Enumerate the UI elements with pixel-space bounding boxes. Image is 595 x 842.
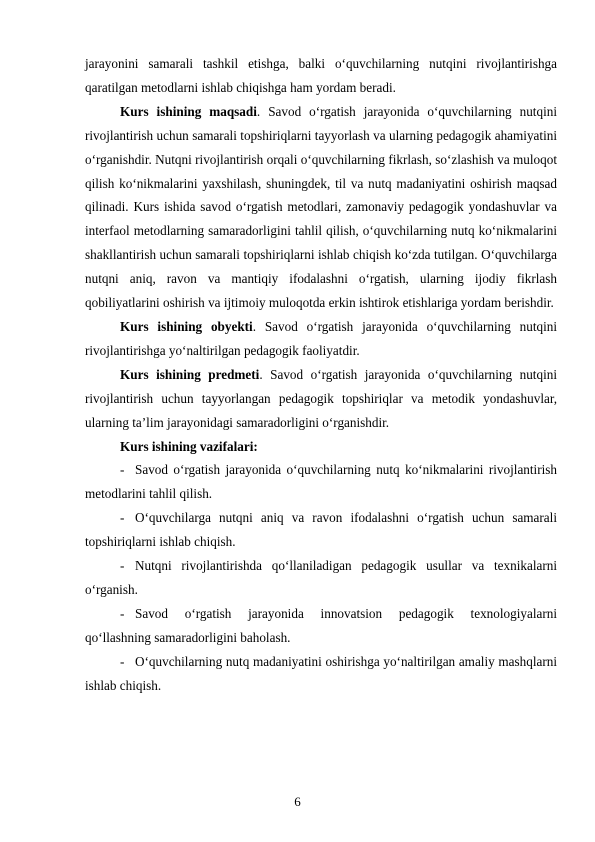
list-item bbox=[85, 650, 557, 698]
list-item bbox=[85, 554, 557, 602]
paragraph-purpose bbox=[85, 100, 557, 315]
list-item bbox=[85, 506, 557, 554]
subject-label: Kurs ishining predmeti bbox=[120, 366, 260, 382]
paragraph-object bbox=[85, 315, 557, 363]
purpose-label: Kurs ishining maqsadi bbox=[120, 103, 257, 119]
dash-bullet: - bbox=[120, 653, 125, 669]
list-item-text: Savod o‘rgatish jarayonida innovatsion pedagogik texnologiyalarni qo‘llashning samaradorligini baholash. bbox=[85, 605, 557, 645]
dash-bullet: - bbox=[120, 462, 125, 478]
list-item bbox=[85, 458, 557, 506]
page-number: 6 bbox=[294, 794, 301, 809]
object-text: . Savod o‘rgatish jarayonida o‘quvchilarning nutqini rivojlantirishga yo‘naltirilgan pedagogik faoliyatdir. bbox=[85, 318, 557, 358]
paragraph-subject bbox=[85, 363, 557, 435]
dash-bullet: - bbox=[120, 558, 125, 574]
document-body bbox=[85, 52, 557, 697]
list-item-text: O‘quvchilarning nutq madaniyatini oshirishga yo‘naltirilgan amaliy mashqlarni ishlab chiqish. bbox=[85, 653, 557, 693]
object-label: Kurs ishining obyekti bbox=[120, 318, 253, 334]
dash-bullet: - bbox=[120, 510, 125, 526]
list-item-text: Savod o‘rgatish jarayonida o‘quvchilarning nutq ko‘nikmalarini rivojlantirish metodlarini tahlil qilish. bbox=[85, 462, 557, 502]
dash-bullet: - bbox=[120, 605, 125, 621]
paragraph-intro: jarayonini samarali tashkil etishga, balki o‘quvchilarning nutqini rivojlantirishga qaratilgan metodlarni ishlab chiqishga ham yordam beradi. bbox=[85, 56, 557, 95]
purpose-text: . Savod o‘rgatish jarayonida o‘quvchilarning nutqini rivojlantirish uchun samarali topshiriqlarni tayyorlash va ularning pedagogik ahamiyatini o‘rganishdir. Nutqni rivojlantirish orqali o‘quvchilarning fikrlash, so‘zlashish va muloqot qilish ko‘nikmalarini yaxshilash, shuningdek, til va nutq madaniyatini oshirish maqsad qilinadi. Kurs ishida savod o‘rgatish metodlari, zamonaviy pedagogik yondashuvlar va interfaol metodlarning samaradorligini tahlil qilish, o‘quvchilarning nutq ko‘nikmalarini shakllantirish uchun samarali topshiriqlarni ishlab chiqish ko‘zda tutilgan. O‘quvchilarga nutqni aniq, ravon va mantiqiy ifodalashni o‘rgatish, ularning ijodiy fikrlash qobiliyatlarini oshirish va ijtimoiy muloqotda erkin ishtirok etishlariga yordam berishdir. bbox=[85, 103, 557, 311]
list-item-text: O‘quvchilarga nutqni aniq va ravon ifodalashni o‘rgatish uchun samarali topshiriqlarni ishlab chiqish. bbox=[85, 510, 557, 550]
list-item bbox=[85, 602, 557, 650]
tasks-heading: Kurs ishining vazifalari: bbox=[120, 438, 258, 454]
list-item-text: Nutqni rivojlantirishda qo‘llaniladigan pedagogik usullar va texnikalarni o‘rganish. bbox=[85, 558, 557, 597]
subject-text: . Savod o‘rgatish jarayonida o‘quvchilarning nutqini rivojlantirish uchun tayyorlangan pedagogik topshiriqlar va metodik yondashuvlar, ularning ta’lim jarayonidagi samaradorligini o‘rganishdir. bbox=[85, 366, 557, 430]
